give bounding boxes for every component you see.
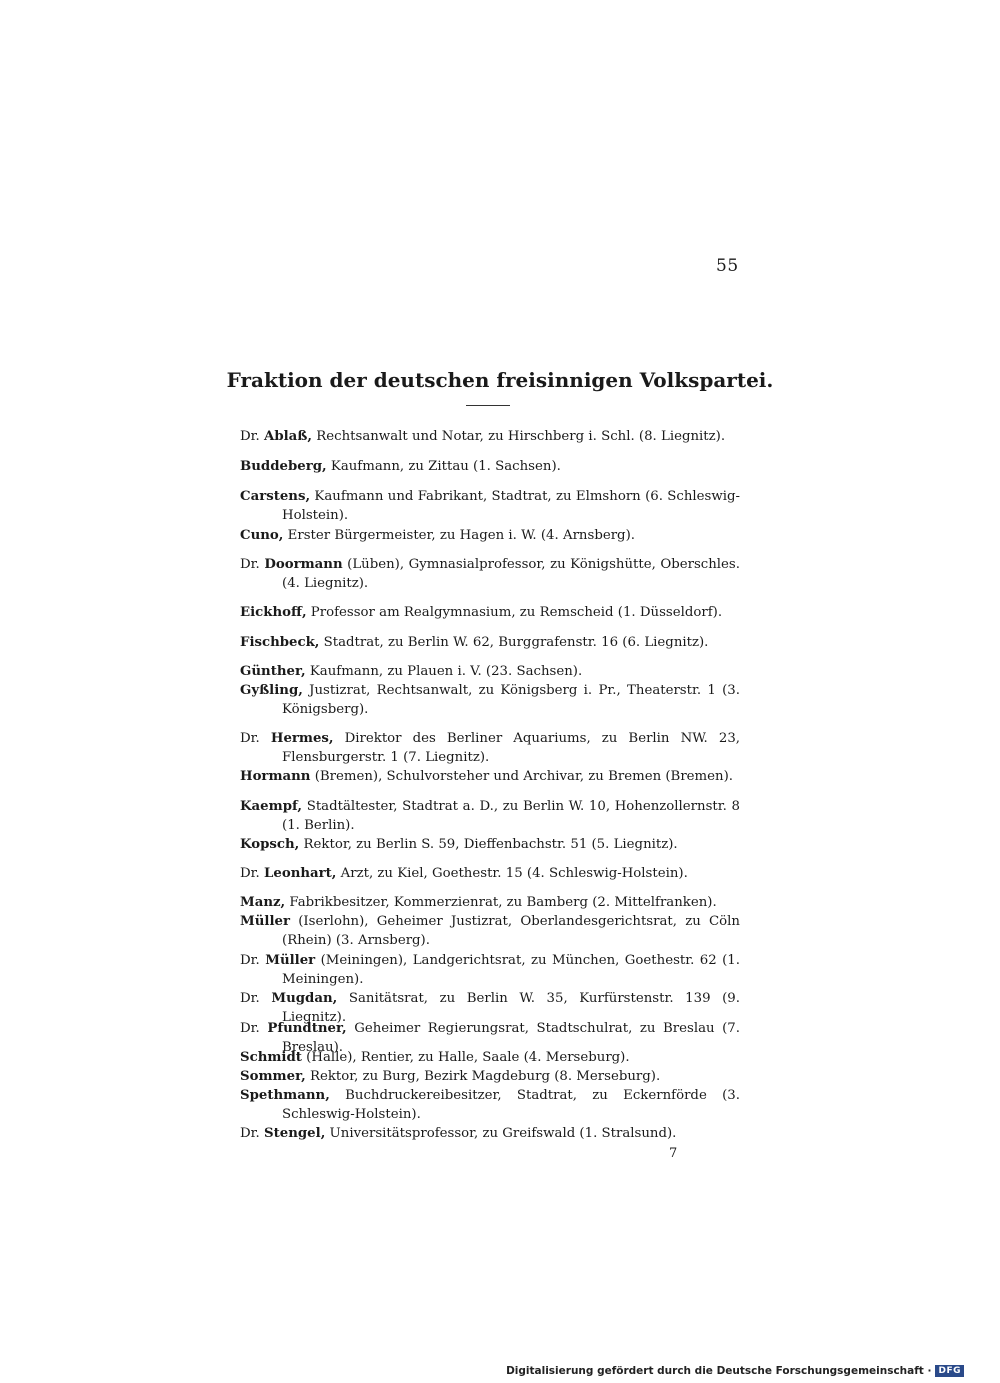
list-item: Buddeberg, Kaufmann, zu Zittau (1. Sachsen). <box>240 459 561 474</box>
list-item: Kopsch, Rektor, zu Berlin S. 59, Dieffenbachstr. 51 (5. Liegnitz). <box>240 837 678 852</box>
list-item: Dr. Hermes, Direktor des Berliner Aquariums, zu Berlin NW. 23, Flensburgerstr. 1 (7. Liegnitz). <box>240 731 741 765</box>
list-item: Sommer, Rektor, zu Burg, Bezirk Magdeburg (8. Merseburg). <box>240 1069 661 1084</box>
list-item: Schmidt (Halle), Rentier, zu Halle, Saale (4. Merseburg). <box>240 1050 630 1065</box>
list-item: Dr. Doormann (Lüben), Gymnasialprofessor, zu Königshütte, Oberschles. (4. Liegnitz). <box>240 557 740 591</box>
list-item: Dr. Müller (Meiningen), Landgerichtsrat, zu München, Goethestr. 62 (1. Meiningen). <box>240 953 740 987</box>
page-number: 55 <box>716 256 739 276</box>
list-item: Gyßling, Justizrat, Rechtsanwalt, zu Königsberg i. Pr., Theaterstr. 1 (3. Königsberg). <box>240 683 740 717</box>
list-item: Spethmann, Buchdruckereibesitzer, Stadtrat, zu Eckernförde (3. Schleswig-Holstein). <box>240 1088 740 1122</box>
section-heading: Fraktion der deutschen freisinnigen Volkspartei. <box>226 368 774 392</box>
list-item: Müller (Iserlohn), Geheimer Justizrat, Oberlandesgerichtsrat, zu Cöln (Rhein) (3. Arnsberg). <box>240 914 740 948</box>
list-item: Kaempf, Stadtältester, Stadtrat a. D., zu Berlin W. 10, Hohenzollernstr. 8 (1. Berlin). <box>240 799 740 833</box>
list-item: Dr. Pfundtner, Geheimer Regierungsrat, Stadtschulrat, zu Breslau (7. Breslau). <box>240 1021 740 1055</box>
heading-divider <box>466 405 510 406</box>
list-item: Eickhoff, Professor am Realgymnasium, zu Remscheid (1. Düsseldorf). <box>240 605 723 620</box>
list-item: Dr. Stengel, Universitätsprofessor, zu Greifswald (1. Stralsund). <box>240 1126 677 1141</box>
footer-text: Digitalisierung gefördert durch die Deutsche Forschungsgemeinschaft · <box>506 1365 932 1377</box>
list-item: Dr. Leonhart, Arzt, zu Kiel, Goethestr. 15 (4. Schleswig-Holstein). <box>240 866 688 881</box>
dfg-logo-icon: DFG <box>935 1365 964 1377</box>
list-item: Dr. Ablaß, Rechtsanwalt und Notar, zu Hirschberg i. Schl. (8. Liegnitz). <box>240 429 726 444</box>
list-item: Günther, Kaufmann, zu Plauen i. V. (23. Sachsen). <box>240 664 583 679</box>
list-item: Dr. Mugdan, Sanitätsrat, zu Berlin W. 35, Kurfürstenstr. 139 (9. Liegnitz). <box>240 991 740 1025</box>
list-item: Fischbeck, Stadtrat, zu Berlin W. 62, Burggrafenstr. 16 (6. Liegnitz). <box>240 635 709 650</box>
list-item: Manz, Fabrikbesitzer, Kommerzienrat, zu Bamberg (2. Mittelfranken). <box>240 895 717 910</box>
signature-mark: 7 <box>669 1146 678 1161</box>
list-item: Hormann (Bremen), Schulvorsteher und Archivar, zu Bremen (Bremen). <box>240 769 734 784</box>
list-item: Carstens, Kaufmann und Fabrikant, Stadtrat, zu Elmshorn (6. Schleswig-Holstein). <box>240 489 740 523</box>
footer-credit <box>506 1365 964 1377</box>
list-item: Cuno, Erster Bürgermeister, zu Hagen i. W. (4. Arnsberg). <box>240 528 635 543</box>
